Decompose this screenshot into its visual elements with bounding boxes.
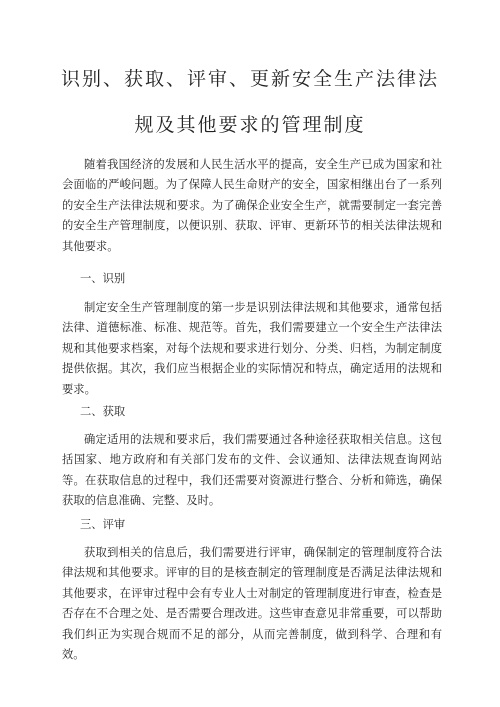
intro-paragraph: 随着我国经济的发展和人民生活水平的提高，安全生产已成为国家和社会面临的严峻问题。为了保障人民生命财产的安全，国家相继出台了一系列的安全生产法律法规和要求。为了确保企业安全生产，就需要制定一套完善的安全生产管理制度，以便识别、获取、评审、更新环节的相关法律法规和其他要求。 <box>62 158 442 253</box>
section-body-review: 获取到相关的信息后，我们需要进行评审，确保制定的管理制度符合法律法规和其他要求。评审的目的是核查制定的管理制度是否满足法律法规和其他要求，在评审过程中会有专业人士对制定的管理制度进行审查，检查是否存在不合理之处、是否需要合理改进。这些审查意见非常重要，可以帮助我们纠正为实现合规而不足的部分，从而完善制度，做到科学、合理和有效。 <box>62 546 442 662</box>
section-heading-obtain: 二、获取 <box>80 405 126 418</box>
section-body-obtain: 确定适用的法规和要求后，我们需要通过各种途径获取相关信息。这包括国家、地方政府和有关部门发布的文件、会议通知、法律法规查询网站等。在获取信息的过程中，我们还需要对资源进行整合、分析和筛选，确保获取的信息准确、完整、及时。 <box>62 433 442 508</box>
section-heading-identify: 一、识别 <box>80 272 126 285</box>
section-body-identify: 制定安全生产管理制度的第一步是识别法律法规和其他要求，通常包括法律、道德标准、标准、规范等。首先，我们需要建立一个安全生产法律法规和其他要求档案，对每个法规和要求进行划分、分类、归档，为制定制度提供依据。其次，我们应当根据企业的实际情况和特点，确定适用的法规和要求。 <box>62 301 442 396</box>
document-title-line-2: 规及其他要求的管理制度 <box>134 114 366 136</box>
document-title-line-1: 识别、获取、评审、更新安全生产法律法 <box>60 68 439 90</box>
section-heading-review: 三、评审 <box>80 518 126 531</box>
